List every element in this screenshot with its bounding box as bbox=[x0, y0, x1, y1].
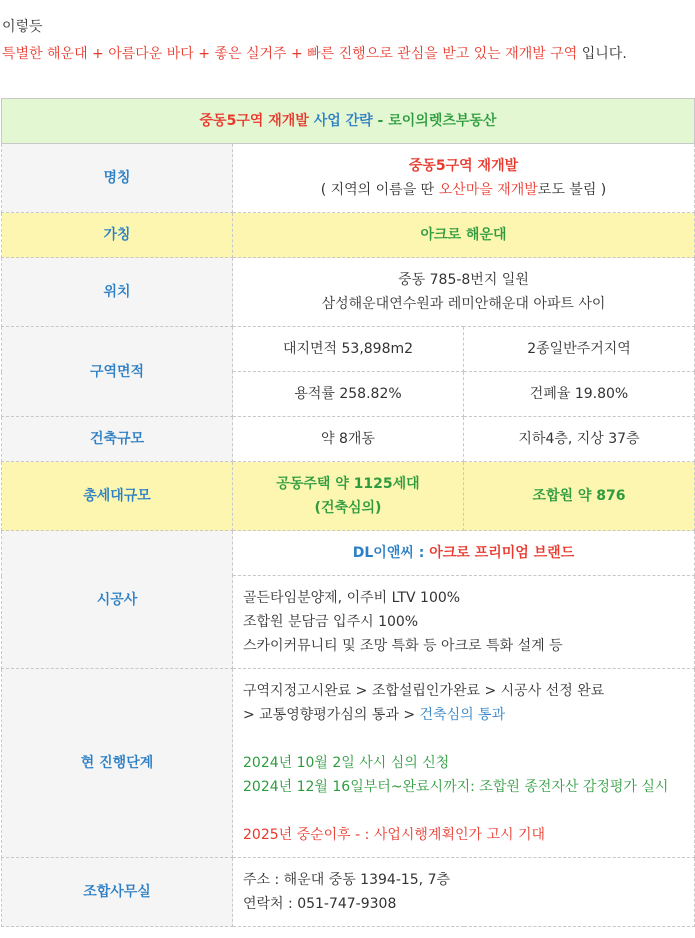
label-area: 구역면적 bbox=[2, 327, 233, 417]
intro-highlight: 특별한 해운대 + 아름다운 바다 + 좋은 실거주 + 빠른 진행으로 관심을 받고 있는 재개발 구역 bbox=[2, 46, 578, 62]
project-summary-table bbox=[1, 98, 695, 927]
value-builder-brand: DL이앤씨 : 아크로 프리미엄 브랜드 bbox=[233, 531, 695, 576]
label-households: 총세대규모 bbox=[2, 462, 233, 531]
value-apartments bbox=[233, 462, 464, 531]
title-source: - 로이의렛츠부동산 bbox=[372, 113, 497, 129]
table-row-name bbox=[2, 144, 695, 213]
value-members: 조합원 약 876 bbox=[464, 462, 695, 531]
name-main: 중동5구역 재개발 bbox=[408, 158, 519, 174]
value-far: 용적률 258.82% bbox=[233, 372, 464, 417]
value-name bbox=[233, 144, 695, 213]
table-row-office bbox=[2, 858, 695, 927]
builder-detail-2: 조합원 분담금 입주시 100% bbox=[243, 614, 419, 630]
label-builder: 시공사 bbox=[2, 531, 233, 669]
builder-detail-3: 스카이커뮤니티 및 조망 특화 등 아크로 특화 설계 등 bbox=[243, 638, 563, 654]
intro-line-1: 이렇듯 bbox=[2, 19, 43, 35]
intro-line-2 bbox=[2, 43, 627, 63]
table-row-scale bbox=[2, 417, 695, 462]
label-alias: 가칭 bbox=[2, 213, 233, 258]
value-office bbox=[233, 858, 695, 927]
location-line-1: 중동 785-8번지 일원 bbox=[398, 272, 529, 288]
apartments-line-2: (건축심의) bbox=[314, 500, 382, 516]
value-site-area: 대지면적 53,898m2 bbox=[233, 327, 464, 372]
progress-step-2: > 교통영향평가심의 통과 > 건축심의 통과 bbox=[243, 707, 506, 723]
table-title bbox=[2, 99, 695, 144]
label-office: 조합사무실 bbox=[2, 858, 233, 927]
value-builder-details bbox=[233, 576, 695, 669]
intro-tail: 입니다. bbox=[577, 46, 627, 62]
table-row-households bbox=[2, 462, 695, 531]
progress-plan-1: 2024년 10월 2일 사시 심의 신청 bbox=[243, 755, 450, 771]
value-buildings: 약 8개동 bbox=[233, 417, 464, 462]
office-address: 주소 : 해운대 중동 1394-15, 7층 bbox=[243, 872, 451, 888]
progress-step-1: 구역지정고시완료 > 조합설립인가완료 > 시공사 선정 완료 bbox=[243, 683, 605, 699]
office-contact: 연락처 : 051-747-9308 bbox=[243, 896, 397, 912]
progress-plan-2: 2024년 12월 16일부터~완료시까지: 조합원 종전자산 감정평가 실시 bbox=[243, 779, 669, 795]
value-alias: 아크로 해운대 bbox=[233, 213, 695, 258]
label-scale: 건축규모 bbox=[2, 417, 233, 462]
title-summary: 사업 간략 bbox=[308, 113, 373, 129]
table-row-alias bbox=[2, 213, 695, 258]
title-project-name: 중동5구역 재개발 bbox=[199, 113, 309, 129]
label-progress: 현 진행단계 bbox=[2, 669, 233, 858]
table-row-progress bbox=[2, 669, 695, 858]
table-title-row bbox=[2, 99, 695, 144]
value-progress bbox=[233, 669, 695, 858]
value-zone: 2종일반주거지역 bbox=[464, 327, 695, 372]
value-location bbox=[233, 258, 695, 327]
table-row-builder-1 bbox=[2, 531, 695, 576]
builder-detail-1: 골든타임분양제, 이주비 LTV 100% bbox=[243, 590, 461, 606]
name-sub: ( 지역의 이름을 딴 오산마을 재개발로도 불림 ) bbox=[320, 182, 607, 198]
value-bcr: 건폐율 19.80% bbox=[464, 372, 695, 417]
location-line-2: 삼성해운대연수원과 레미안해운대 아파트 사이 bbox=[321, 296, 606, 312]
table-row-location bbox=[2, 258, 695, 327]
apartments-line-1: 공동주택 약 1125세대 bbox=[276, 476, 420, 492]
table-row-area-1 bbox=[2, 327, 695, 372]
label-location: 위치 bbox=[2, 258, 233, 327]
label-name: 명칭 bbox=[2, 144, 233, 213]
value-floors: 지하4층, 지상 37층 bbox=[464, 417, 695, 462]
progress-plan-3: 2025년 중순이후 - : 사업시행계획인가 고시 기대 bbox=[243, 827, 546, 843]
